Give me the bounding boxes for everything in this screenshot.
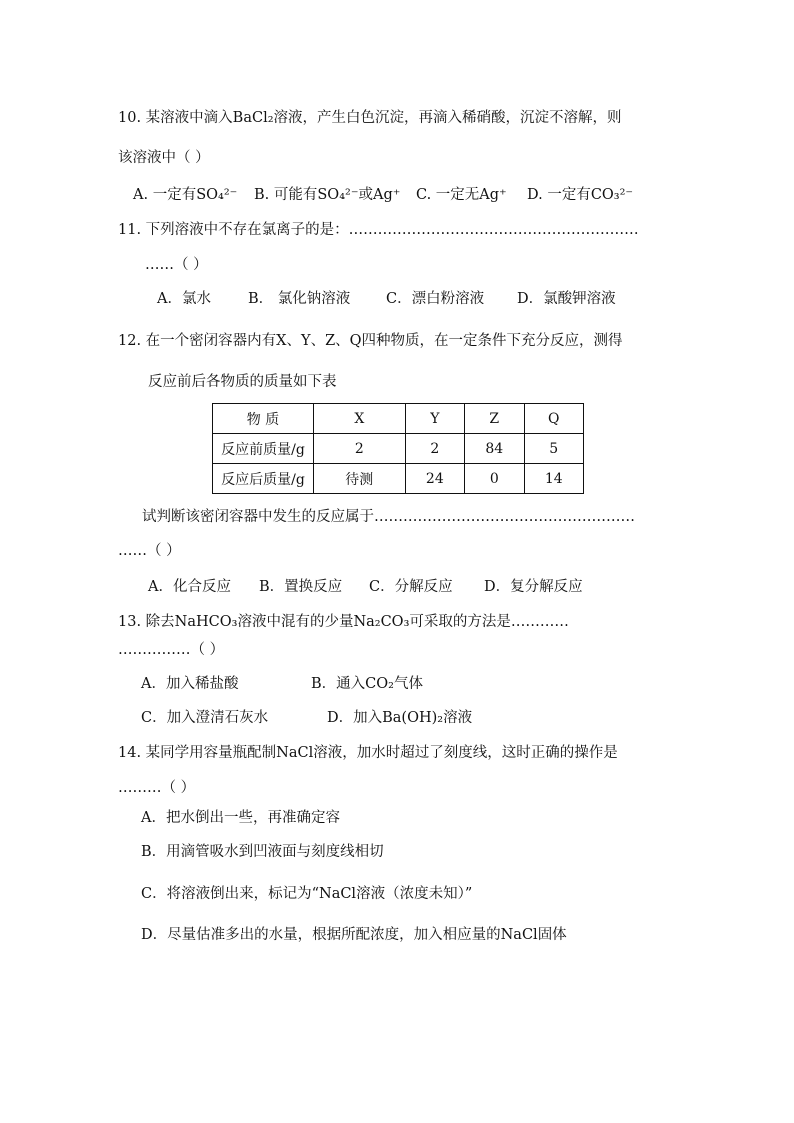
q14-option-a: A．把水倒出一些，再准确定容 [141, 810, 340, 826]
q13-option-c: C．加入澄清石灰水 [141, 710, 269, 726]
table-cell: 待测 [314, 464, 406, 494]
table-cell: 84 [465, 434, 524, 464]
q10-option-b: B. 可能有SO₄²⁻或Ag⁺ [254, 187, 401, 203]
q13-stem-line1: 13. 除去NaHCO₃溶液中混有的少量Na₂CO₃可采取的方法是………… [118, 614, 569, 630]
table-cell: 24 [405, 464, 464, 494]
q12-stem-line2: 反应前后各物质的质量如下表 [148, 374, 337, 390]
q12-option-a: A．化合反应 [148, 579, 231, 595]
q10-stem-line2: 该溶液中（ ） [118, 150, 210, 166]
q14-option-c: C．将溶液倒出来，标记为“NaCl溶液（浓度未知）” [141, 886, 473, 902]
table-cell: Y [405, 404, 464, 434]
q11-option-b: B． 氯化钠溶液 [248, 291, 351, 307]
q10-option-d: D. 一定有CO₃²⁻ [527, 187, 634, 203]
table-cell: 2 [314, 434, 406, 464]
table-cell: Z [465, 404, 524, 434]
q11-stem-line2: ……（ ） [145, 257, 208, 273]
q12-option-b: B．置换反应 [259, 579, 343, 595]
table-cell: Q [524, 404, 584, 434]
table-cell: 5 [524, 434, 584, 464]
q12-stem-line3: 试判断该密闭容器中发生的反应属于……………………………………………… [142, 509, 635, 525]
q14-option-b: B．用滴管吸水到凹液面与刻度线相切 [141, 844, 384, 860]
q11-option-c: C．漂白粉溶液 [386, 291, 485, 307]
q12-option-d: D．复分解反应 [484, 579, 583, 595]
q14-option-d: D．尽量估准多出的水量，根据所配浓度，加入相应量的NaCl固体 [141, 927, 567, 943]
q12-option-c: C．分解反应 [369, 579, 453, 595]
q12-stem-line1: 12. 在一个密闭容器内有X、Y、Z、Q四种物质，在一定条件下充分反应，测得 [118, 333, 623, 349]
table-cell: 14 [524, 464, 584, 494]
table-cell: 反应后质量/g [213, 464, 314, 494]
q11-option-a: A．氯水 [157, 291, 211, 307]
q10-stem-line1: 10. 某溶液中滴入BaCl₂溶液，产生白色沉淀，再滴入稀硝酸，沉淀不溶解，则 [118, 110, 622, 126]
q11-option-d: D．氯酸钾溶液 [517, 291, 616, 307]
table-row [213, 464, 584, 494]
table-cell: 物 质 [213, 404, 314, 434]
q10-option-c: C. 一定无Ag⁺ [416, 187, 507, 203]
q14-stem-line1: 14. 某同学用容量瓶配制NaCl溶液，加水时超过了刻度线，这时正确的操作是 [118, 745, 618, 761]
q11-stem-line1: 11. 下列溶液中不存在氯离子的是：…………………………………………………… [118, 222, 639, 238]
q13-option-a: A．加入稀盐酸 [141, 676, 239, 692]
table-row [213, 434, 584, 464]
q13-stem-line2: ……………（ ） [118, 642, 225, 658]
table-cell: 0 [465, 464, 524, 494]
table-cell: 反应前质量/g [213, 434, 314, 464]
q12-stem-line4: ……（ ） [118, 543, 181, 559]
table-cell: X [314, 404, 406, 434]
table-cell: 2 [405, 434, 464, 464]
q13-option-b: B．通入CO₂气体 [311, 676, 423, 692]
q14-stem-line2: ………（ ） [118, 780, 196, 796]
table-header-row [213, 404, 584, 434]
q10-option-a: A. 一定有SO₄²⁻ [133, 187, 238, 203]
q13-option-d: D．加入Ba(OH)₂溶液 [327, 710, 473, 726]
mass-table [212, 403, 584, 494]
